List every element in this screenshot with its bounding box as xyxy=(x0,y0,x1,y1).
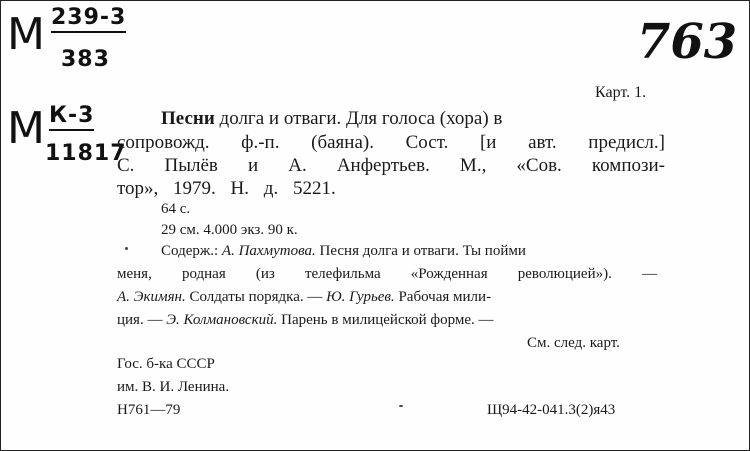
contents-line-4 xyxy=(117,310,663,330)
card-label: Карт. 1. xyxy=(595,84,647,101)
title-line-2: сопровожд. ф.-п. (баяна). Сост. [и авт. предисл.] xyxy=(117,132,665,153)
handwritten-code-second-denominator: 11817 xyxy=(45,141,127,166)
contents-line4-rest: Парень в милицейской форме. — xyxy=(277,312,494,328)
contents-line-2: меня, родная (из телефильма «Рожденная революцией»). — xyxy=(117,266,657,282)
handwritten-letter-top: М xyxy=(7,9,45,60)
contents-author-1: А. Пахмутова. xyxy=(221,243,316,259)
contents-author-2: А. Экимян. xyxy=(117,289,186,305)
handwritten-code-second-numerator: К-3 xyxy=(49,105,94,131)
title-rest: долга и отваги. Для голоса (хора) в xyxy=(214,108,503,129)
contents-author-4: Э. Колмановский. xyxy=(166,312,278,328)
small-mark-dot xyxy=(125,247,128,250)
handwritten-code-top-denominator: 383 xyxy=(61,47,110,72)
contents-line4-start: ция. — xyxy=(117,312,167,328)
contents-line3-mid: Солдаты порядка. — xyxy=(185,289,327,305)
title-line-3: С. Пылёв и А. Анфертьев. М., «Сов. компози- xyxy=(117,155,665,176)
see-next-card: См. след. карт. xyxy=(527,335,620,351)
classification-index: Щ94-42-041.3(2)я43 xyxy=(487,402,616,418)
library-line-1: Гос. б-ка СССР xyxy=(117,356,215,372)
contents-label: Содерж.: xyxy=(161,243,222,259)
title-line-1 xyxy=(161,107,665,131)
handwritten-letter-second: М xyxy=(7,103,45,154)
card-number: Н761—79 xyxy=(117,402,181,418)
handwritten-inventory-number: 763 xyxy=(637,14,738,70)
pages: 64 с. xyxy=(161,201,191,217)
contents-line1-rest: Песня долга и отваги. Ты пойми xyxy=(315,243,526,259)
handwritten-code-top-numerator: 239-3 xyxy=(51,7,126,33)
title-bold: Песни xyxy=(161,108,215,129)
physical-description: 29 см. 4.000 экз. 90 к. xyxy=(161,222,298,238)
library-line-2: им. В. И. Ленина. xyxy=(117,379,230,395)
contents-author-3: Ю. Гурьев. xyxy=(326,289,395,305)
contents-line-3 xyxy=(117,287,663,307)
small-mark-dot-bottom xyxy=(399,405,403,407)
contents-line3-rest: Рабочая мили- xyxy=(394,289,492,305)
contents-line-1 xyxy=(161,241,667,261)
title-line-4: тор», 1979. Н. д. 5221. xyxy=(117,178,336,199)
